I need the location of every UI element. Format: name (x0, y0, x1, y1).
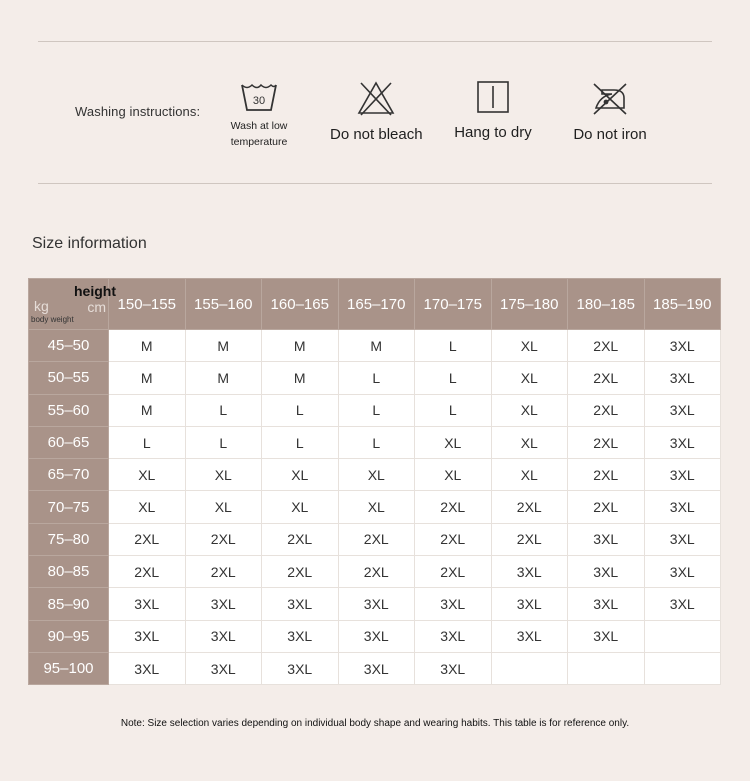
size-cell: XL (338, 491, 415, 523)
size-cell: 2XL (109, 556, 186, 588)
size-cell: 3XL (644, 523, 721, 555)
care-caption-iron: Do not iron (573, 126, 647, 143)
size-cell: XL (185, 491, 262, 523)
weight-cell: 45–50 (29, 330, 109, 362)
size-cell: XL (262, 491, 339, 523)
size-cell: 3XL (644, 588, 721, 620)
size-cell: 2XL (491, 491, 568, 523)
size-cell: L (262, 394, 339, 426)
size-cell: XL (262, 459, 339, 491)
table-row (29, 588, 721, 620)
size-cell: 2XL (185, 556, 262, 588)
table-row (29, 523, 721, 555)
size-cell: L (338, 394, 415, 426)
size-cell: XL (491, 426, 568, 458)
size-cell: 3XL (338, 652, 415, 684)
size-cell (491, 652, 568, 684)
weight-cell: 85–90 (29, 588, 109, 620)
corner-height-label: height (74, 283, 116, 299)
size-cell: L (262, 426, 339, 458)
size-cell: 3XL (644, 556, 721, 588)
size-cell (568, 652, 645, 684)
size-cell: XL (491, 459, 568, 491)
size-information-title: Size information (32, 235, 147, 252)
weight-cell: 55–60 (29, 394, 109, 426)
size-cell: 3XL (185, 588, 262, 620)
size-cell: 2XL (262, 556, 339, 588)
size-cell: 3XL (644, 362, 721, 394)
height-header: 160–165 (262, 279, 339, 330)
size-cell: 2XL (491, 523, 568, 555)
size-cell: 2XL (568, 330, 645, 362)
size-note: Note: Size selection varies depending on individual body shape and wearing habits. This table is for reference only. (120, 718, 630, 729)
corner-cm-label: cm (87, 299, 106, 315)
height-header: 155–160 (185, 279, 262, 330)
no-bleach-icon (356, 80, 396, 116)
size-cell: 3XL (644, 426, 721, 458)
size-cell: 3XL (415, 652, 492, 684)
wash-30-icon (239, 80, 279, 114)
size-cell: 3XL (109, 588, 186, 620)
table-row (29, 426, 721, 458)
size-cell: XL (109, 459, 186, 491)
weight-cell: 60–65 (29, 426, 109, 458)
size-cell: 2XL (415, 556, 492, 588)
care-caption-hang: Hang to dry (454, 124, 532, 141)
size-cell: 3XL (644, 491, 721, 523)
table-row (29, 459, 721, 491)
size-cell: 3XL (262, 620, 339, 652)
size-cell: L (109, 426, 186, 458)
size-cell: 2XL (568, 459, 645, 491)
hang-dry-icon (476, 80, 510, 114)
size-cell: L (415, 394, 492, 426)
size-cell: 3XL (338, 588, 415, 620)
size-cell: 3XL (338, 620, 415, 652)
height-header: 185–190 (644, 279, 721, 330)
size-cell: L (415, 362, 492, 394)
size-cell: 3XL (185, 652, 262, 684)
size-cell: 3XL (568, 588, 645, 620)
size-cell: 2XL (568, 362, 645, 394)
size-table-corner (29, 279, 116, 330)
size-cell: L (415, 330, 492, 362)
size-cell: M (109, 394, 186, 426)
size-cell: M (262, 362, 339, 394)
size-cell: L (185, 394, 262, 426)
size-table (28, 278, 721, 685)
size-cell: M (338, 330, 415, 362)
size-cell: M (185, 362, 262, 394)
care-hang-dry (448, 80, 538, 141)
table-row (29, 652, 721, 684)
weight-cell: 80–85 (29, 556, 109, 588)
height-header: 175–180 (491, 279, 568, 330)
size-cell: 2XL (109, 523, 186, 555)
table-row (29, 620, 721, 652)
size-cell (644, 652, 721, 684)
size-cell: M (262, 330, 339, 362)
care-caption-bleach: Do not bleach (330, 126, 423, 143)
height-header: 165–170 (338, 279, 415, 330)
care-caption-wash: Wash at low temperature (230, 120, 288, 148)
size-cell: XL (415, 426, 492, 458)
weight-cell: 95–100 (29, 652, 109, 684)
table-row (29, 394, 721, 426)
weight-cell: 75–80 (29, 523, 109, 555)
size-cell: 3XL (415, 620, 492, 652)
size-cell: XL (491, 394, 568, 426)
size-cell: 2XL (415, 523, 492, 555)
size-cell: 3XL (644, 330, 721, 362)
height-header: 180–185 (568, 279, 645, 330)
size-cell: 2XL (568, 426, 645, 458)
washing-instructions-label: Washing instructions: (75, 104, 201, 119)
size-cell: 3XL (109, 620, 186, 652)
size-cell: M (109, 362, 186, 394)
care-wash-low-temp (226, 80, 292, 150)
size-cell: 3XL (568, 620, 645, 652)
height-header: 170–175 (415, 279, 492, 330)
size-cell: L (338, 426, 415, 458)
size-cell: 3XL (568, 556, 645, 588)
size-cell: 3XL (262, 588, 339, 620)
size-cell: 3XL (491, 588, 568, 620)
size-cell: 2XL (338, 556, 415, 588)
size-cell: L (185, 426, 262, 458)
table-row (29, 330, 721, 362)
weight-cell: 65–70 (29, 459, 109, 491)
weight-cell: 50–55 (29, 362, 109, 394)
size-cell: 3XL (491, 556, 568, 588)
size-cell: 2XL (415, 491, 492, 523)
size-cell: XL (109, 491, 186, 523)
top-divider (38, 41, 712, 42)
size-cell: 3XL (415, 588, 492, 620)
wash-temp-text: 30 (252, 95, 266, 107)
weight-cell: 90–95 (29, 620, 109, 652)
size-cell: L (338, 362, 415, 394)
size-cell: 2XL (338, 523, 415, 555)
size-cell: M (185, 330, 262, 362)
size-cell: 3XL (568, 523, 645, 555)
size-cell: 2XL (185, 523, 262, 555)
size-cell: XL (491, 330, 568, 362)
size-cell: M (109, 330, 186, 362)
table-row (29, 556, 721, 588)
size-cell: 3XL (644, 394, 721, 426)
size-cell (644, 620, 721, 652)
corner-kg-label: kg (34, 298, 49, 314)
care-no-bleach (330, 80, 422, 143)
size-cell: XL (185, 459, 262, 491)
weight-cell: 70–75 (29, 491, 109, 523)
size-cell: 3XL (491, 620, 568, 652)
middle-divider (38, 183, 712, 184)
size-cell: 2XL (568, 394, 645, 426)
size-table-header-row (29, 279, 721, 330)
size-cell: XL (338, 459, 415, 491)
corner-body-weight-label: body weight (31, 315, 74, 324)
table-row (29, 362, 721, 394)
no-iron-icon (590, 80, 630, 116)
size-cell: XL (415, 459, 492, 491)
size-cell: 3XL (185, 620, 262, 652)
size-cell: 3XL (109, 652, 186, 684)
size-cell: XL (491, 362, 568, 394)
table-row (29, 491, 721, 523)
size-cell: 3XL (644, 459, 721, 491)
height-header: 150–155 (109, 279, 186, 330)
size-cell: 3XL (262, 652, 339, 684)
size-cell: 2XL (262, 523, 339, 555)
care-no-iron (566, 80, 654, 143)
size-cell: 2XL (568, 491, 645, 523)
